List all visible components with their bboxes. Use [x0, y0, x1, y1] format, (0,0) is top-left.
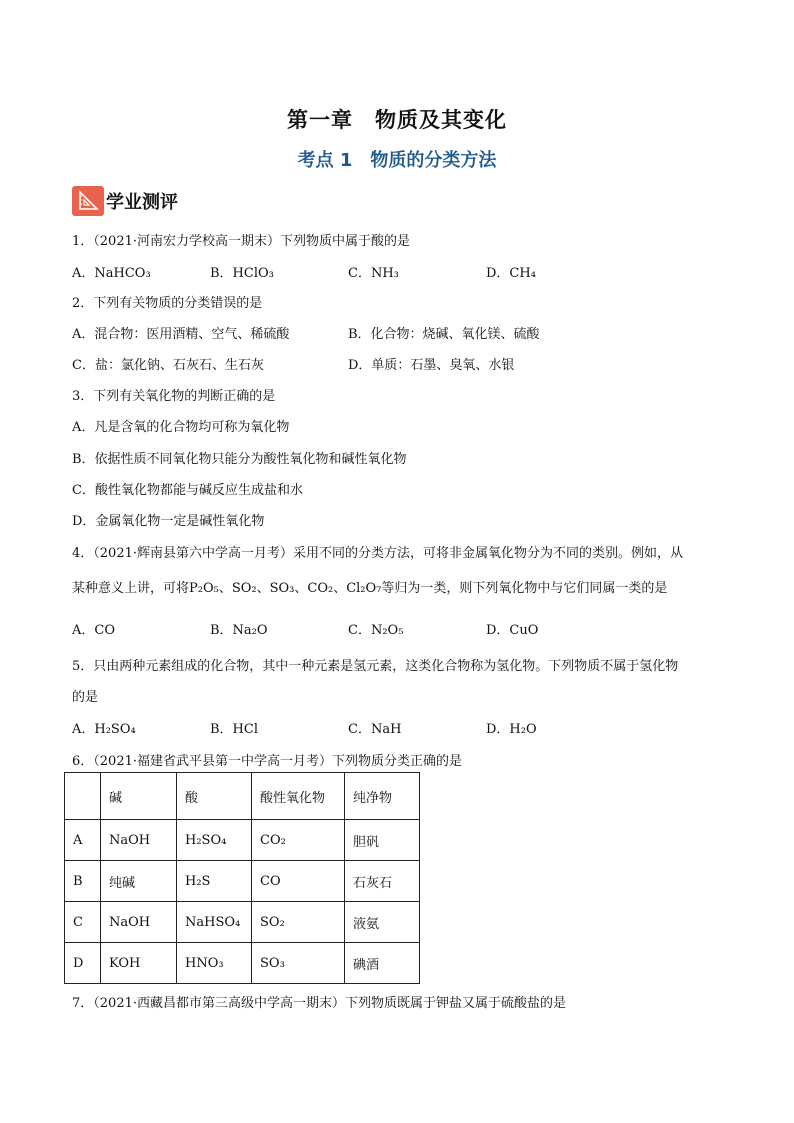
table-header-row — [65, 773, 420, 820]
q3-option-c: C．酸性氧化物都能与碱反应生成盐和水 — [72, 483, 303, 498]
q4-option-d: D．CuO — [486, 623, 539, 638]
q3-option-b: B．依据性质不同氧化物只能分为酸性氧化物和碱性氧化物 — [72, 452, 407, 467]
question-2: 2．下列有关物质的分类错误的是 — [72, 296, 263, 311]
table-row — [65, 902, 420, 943]
q1-option-c: C．NH₃ — [348, 266, 399, 281]
table-cell: 石灰石 — [345, 861, 420, 902]
table-row — [65, 943, 420, 984]
table-header-cell — [65, 773, 101, 820]
table-cell: D — [65, 943, 101, 984]
ruler-triangle-icon — [72, 186, 104, 216]
q4-option-c: C．N₂O₅ — [348, 623, 404, 638]
q4-option-a: A．CO — [72, 623, 115, 638]
q2-option-c: C．盐：氯化钠、石灰石、生石灰 — [72, 358, 264, 373]
table-cell: SO₃ — [252, 943, 345, 984]
table-header-cell: 碱 — [101, 773, 177, 820]
question-3: 3．下列有关氧化物的判断正确的是 — [72, 389, 276, 404]
table-header-cell: 酸性氧化物 — [252, 773, 345, 820]
table-cell: KOH — [101, 943, 177, 984]
q3-option-d: D．金属氧化物一定是碱性氧化物 — [72, 514, 265, 529]
classification-table — [64, 772, 420, 984]
q5-option-b: B．HCl — [210, 722, 258, 737]
table-header-cell: 纯净物 — [345, 773, 420, 820]
question-6: 6．（2021·福建省武平县第一中学高一月考）下列物质分类正确的是 — [72, 754, 462, 769]
q1-option-d: D．CH₄ — [486, 266, 536, 281]
table-header-cell: 酸 — [177, 773, 252, 820]
table-cell: CO — [252, 861, 345, 902]
question-4-cont: 某种意义上讲，可将P₂O₅、SO₂、SO₃、CO₂、Cl₂O₇等归为一类，则下列氧化物中与它们同属一类的是 — [72, 581, 668, 596]
page-subtitle: 考点 1 物质的分类方法 — [297, 150, 497, 171]
q2-option-d: D．单质：石墨、臭氧、水银 — [348, 358, 515, 373]
table-cell: C — [65, 902, 101, 943]
q5-option-a: A．H₂SO₄ — [72, 722, 136, 737]
table-row — [65, 820, 420, 861]
table-cell: A — [65, 820, 101, 861]
table-cell: CO₂ — [252, 820, 345, 861]
q1-option-b: B．HClO₃ — [210, 266, 274, 281]
table-cell: H₂SO₄ — [177, 820, 252, 861]
q1-option-a: A．NaHCO₃ — [72, 266, 151, 281]
question-7: 7．（2021·西藏昌都市第三高级中学高一期末）下列物质既属于钾盐又属于硫酸盐的是 — [72, 996, 566, 1011]
question-4: 4．（2021·辉南县第六中学高一月考）采用不同的分类方法，可将非金属氧化物分为不同的类别。例如，从 — [72, 546, 683, 561]
question-1: 1．（2021·河南宏力学校高一期末）下列物质中属于酸的是 — [72, 234, 410, 249]
table-cell: H₂S — [177, 861, 252, 902]
table-cell: 液氨 — [345, 902, 420, 943]
page-title: 第一章 物质及其变化 — [287, 108, 507, 132]
table-cell: NaOH — [101, 902, 177, 943]
table-cell: NaHSO₄ — [177, 902, 252, 943]
table-cell: B — [65, 861, 101, 902]
q2-option-a: A．混合物：医用酒精、空气、稀硫酸 — [72, 327, 290, 342]
question-5: 5．只由两种元素组成的化合物，其中一种元素是氢元素，这类化合物称为氢化物。下列物质不属于氢化物 — [72, 659, 679, 674]
q3-option-a: A．凡是含氧的化合物均可称为氧化物 — [72, 420, 290, 435]
question-5-cont: 的是 — [72, 690, 99, 705]
q5-option-d: D．H₂O — [486, 722, 537, 737]
q4-option-b: B．Na₂O — [210, 623, 268, 638]
table-cell: 胆矾 — [345, 820, 420, 861]
section-title: 学业测评 — [106, 192, 178, 213]
table-cell: HNO₃ — [177, 943, 252, 984]
section-heading — [72, 186, 178, 216]
table-cell: 碘酒 — [345, 943, 420, 984]
q2-option-b: B．化合物：烧碱、氧化镁、硫酸 — [348, 327, 540, 342]
table-cell: 纯碱 — [101, 861, 177, 902]
table-cell: SO₂ — [252, 902, 345, 943]
table-cell: NaOH — [101, 820, 177, 861]
table-row — [65, 861, 420, 902]
q5-option-c: C．NaH — [348, 722, 402, 737]
